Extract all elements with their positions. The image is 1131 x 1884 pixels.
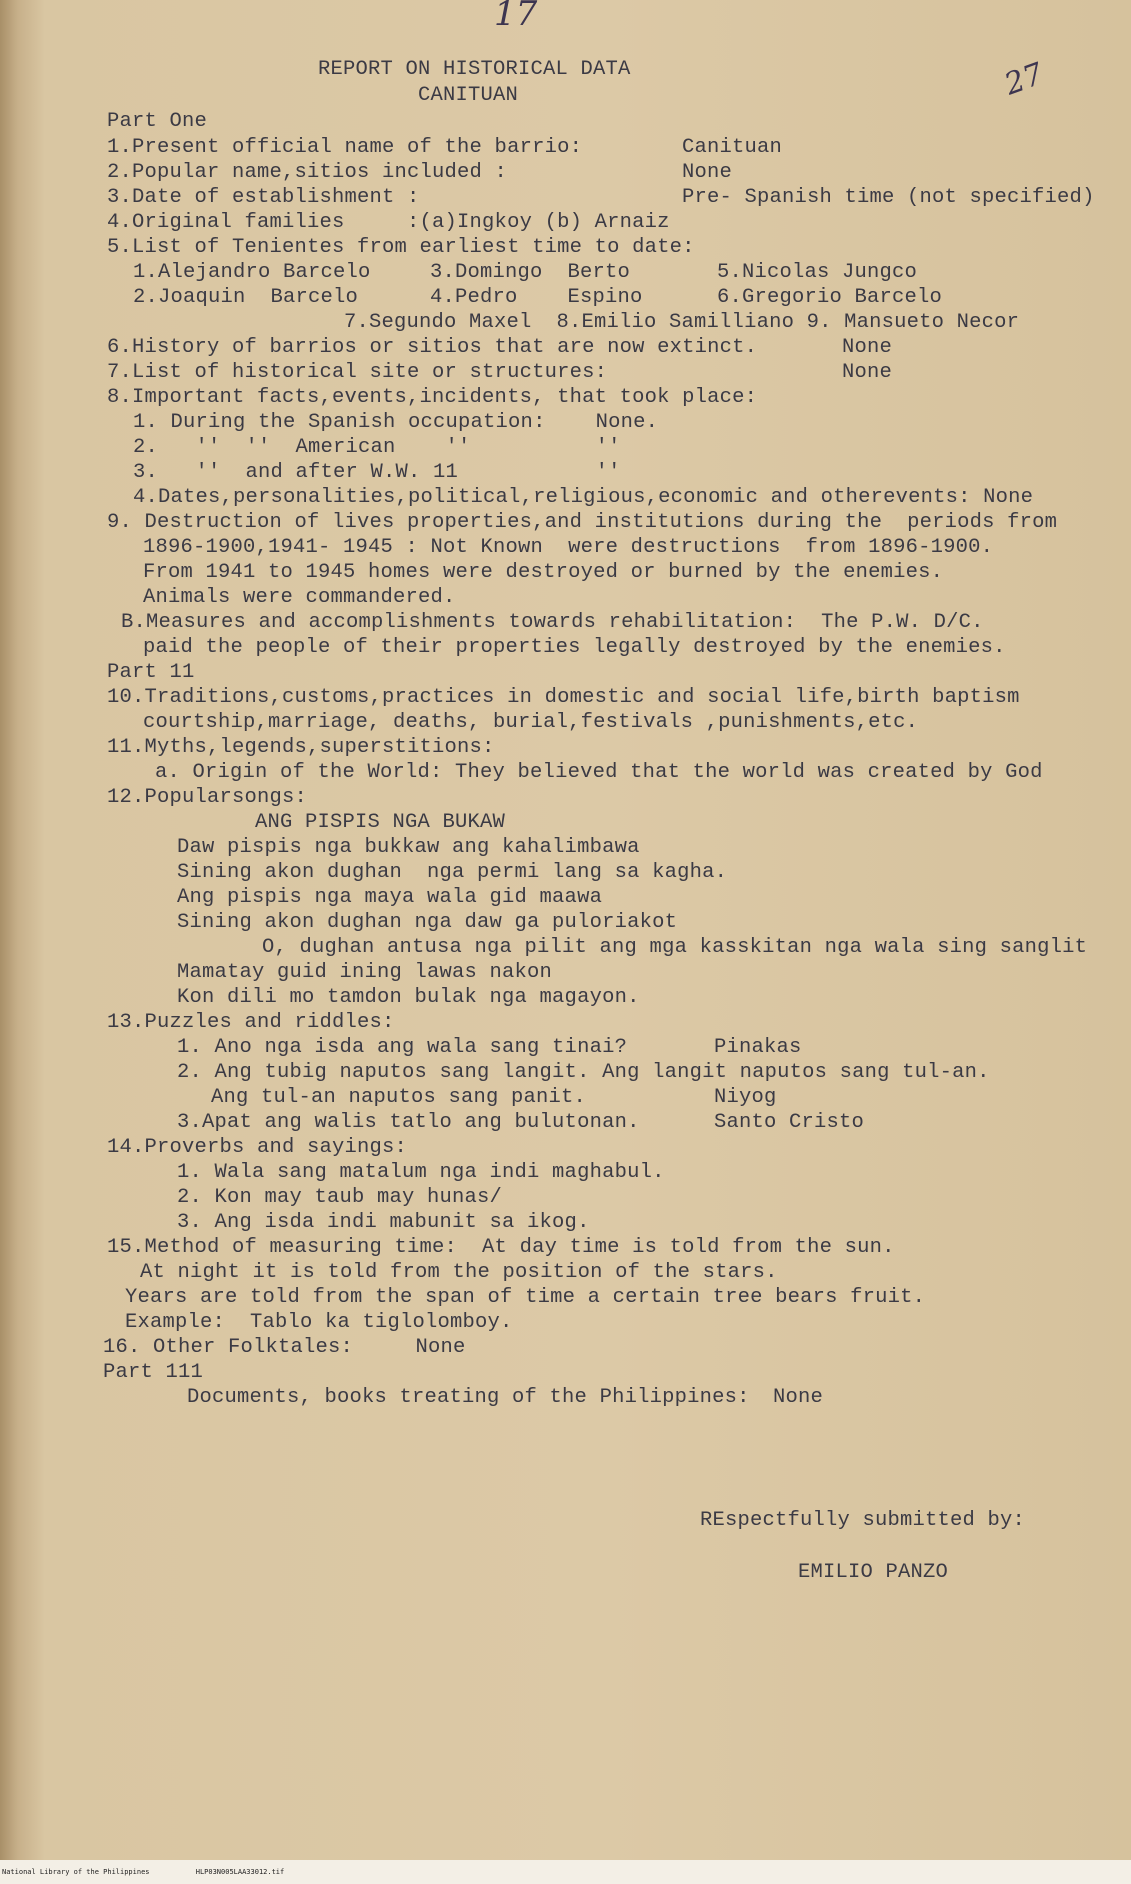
riddle: Ang tul-an naputos sang panit. <box>211 1086 587 1109</box>
signatory-name: EMILIO PANZO <box>798 1561 949 1584</box>
text-line: 16. Other Folktales: None <box>103 1336 466 1359</box>
song-line: Kon dili mo tamdon bulak nga magayon. <box>177 986 640 1009</box>
text-line: 9. Destruction of lives properties,and institutions during the periods from <box>107 511 1058 534</box>
riddle-answer: Santo Cristo <box>714 1111 865 1134</box>
text-line: B.Measures and accomplishments towards rehabilitation: The P.W. D/C. <box>121 611 984 634</box>
text-line: 14.Proverbs and sayings: <box>107 1136 408 1159</box>
section-heading: Part 111 <box>103 1361 204 1384</box>
section-heading: Part 11 <box>107 661 195 684</box>
proverb: 2. Kon may taub may hunas/ <box>177 1186 503 1209</box>
text-line: 1896-1900,1941- 1945 : Not Known were destructions from 1896-1900. <box>143 536 994 559</box>
riddle: 2. Ang tubig naputos sang langit. Ang langit naputos sang tul-an. <box>177 1061 990 1084</box>
song-title: ANG PISPIS NGA BUKAW <box>255 811 506 834</box>
text-line: 2.Popular name,sitios included : <box>107 161 508 184</box>
text-value: None <box>842 336 893 359</box>
text-line: Animals were commandered. <box>143 586 456 609</box>
text-line: 7.List of historical site or structures: <box>107 361 608 384</box>
song-line: Mamatay guid ining lawas nakon <box>177 961 553 984</box>
file-label: HLP03N005LAA33012.tif <box>195 1868 285 1876</box>
text-line: 2. '' '' American '' '' <box>133 436 621 459</box>
teniente: 3.Domingo Berto <box>430 261 631 284</box>
riddle: 1. Ano nga isda ang wala sang tinai? <box>177 1036 628 1059</box>
text-line: 1.Present official name of the barrio: <box>107 136 583 159</box>
closing-line: REspectfully submitted by: <box>700 1509 1026 1532</box>
teniente: 6.Gregorio Barcelo <box>717 286 943 309</box>
teniente: 5.Nicolas Jungco <box>717 261 918 284</box>
text-line: 5.List of Tenientes from earliest time to date: <box>107 236 695 259</box>
corner-mark: 27 <box>1000 56 1049 103</box>
song-line: Daw pispis nga bukkaw ang kahalimbawa <box>177 836 640 859</box>
text-value: None <box>682 161 733 184</box>
report-title: REPORT ON HISTORICAL DATA <box>318 58 631 81</box>
text-line: 4.Original families :(a)Ingkoy (b) Arnaiz <box>107 211 670 234</box>
song-line: O, dughan antusa nga pilit ang mga kasskitan nga wala sing sanglit <box>262 936 1088 959</box>
text-line: 15.Method of measuring time: At day time is told from the sun. <box>107 1236 895 1259</box>
song-line: Sining akon dughan nga permi lang sa kagha. <box>177 861 728 884</box>
text-line: Example: Tablo ka tiglolomboy. <box>125 1311 513 1334</box>
riddle: 3.Apat ang walis tatlo ang bulutonan. <box>177 1111 640 1134</box>
riddle-answer: Pinakas <box>714 1036 802 1059</box>
song-line: Sining akon dughan nga daw ga puloriakot <box>177 911 678 934</box>
text-value: Canituan <box>682 136 783 159</box>
riddle-answer: Niyog <box>714 1086 777 1109</box>
page-number: 17 <box>494 0 538 34</box>
scan-footer <box>0 1860 1131 1884</box>
text-line: 1. During the Spanish occupation: None. <box>133 411 659 434</box>
text-line: 4.Dates,personalities,political,religious,economic and otherevents: None <box>133 486 1034 509</box>
text-line: 13.Puzzles and riddles: <box>107 1011 395 1034</box>
text-line: From 1941 to 1945 homes were destroyed or burned by the enemies. <box>143 561 944 584</box>
teniente: 2.Joaquin Barcelo <box>133 286 359 309</box>
text-line: 10.Traditions,customs,practices in domestic and social life,birth baptism <box>107 686 1020 709</box>
text-value: Pre- Spanish time (not specified) <box>682 186 1095 209</box>
song-line: Ang pispis nga maya wala gid maawa <box>177 886 603 909</box>
text-line: 12.Popularsongs: <box>107 786 308 809</box>
text-line: Documents, books treating of the Philippines: <box>187 1386 750 1409</box>
text-line: paid the people of their properties legally destroyed by the enemies. <box>143 636 1006 659</box>
library-label: National Library of the Philippines <box>2 1868 150 1876</box>
text-line: 3.Date of establishment : <box>107 186 420 209</box>
text-line: a. Origin of the World: They believed that the world was created by God <box>155 761 1043 784</box>
text-line: 7.Segundo Maxel 8.Emilio Samilliano 9. Mansueto Necor <box>344 311 1020 334</box>
teniente: 1.Alejandro Barcelo <box>133 261 371 284</box>
text-line: At night it is told from the position of the stars. <box>140 1261 778 1284</box>
report-subtitle: CANITUAN <box>418 84 519 107</box>
teniente: 4.Pedro Espino <box>430 286 643 309</box>
text-line: Years are told from the span of time a certain tree bears fruit. <box>125 1286 926 1309</box>
text-line: 6.History of barrios or sitios that are now extinct. <box>107 336 758 359</box>
proverb: 1. Wala sang matalum nga indi maghabul. <box>177 1161 665 1184</box>
text-line: 11.Myths,legends,superstitions: <box>107 736 495 759</box>
text-value: None <box>773 1386 824 1409</box>
text-value: None <box>842 361 893 384</box>
text-line: courtship,marriage, deaths, burial,festivals ,punishments,etc. <box>143 711 919 734</box>
text-line: 8.Important facts,events,incidents, that took place: <box>107 386 758 409</box>
proverb: 3. Ang isda indi mabunit sa ikog. <box>177 1211 590 1234</box>
text-line: 3. '' and after W.W. 11 '' <box>133 461 621 484</box>
text-line: Part One <box>107 110 208 133</box>
